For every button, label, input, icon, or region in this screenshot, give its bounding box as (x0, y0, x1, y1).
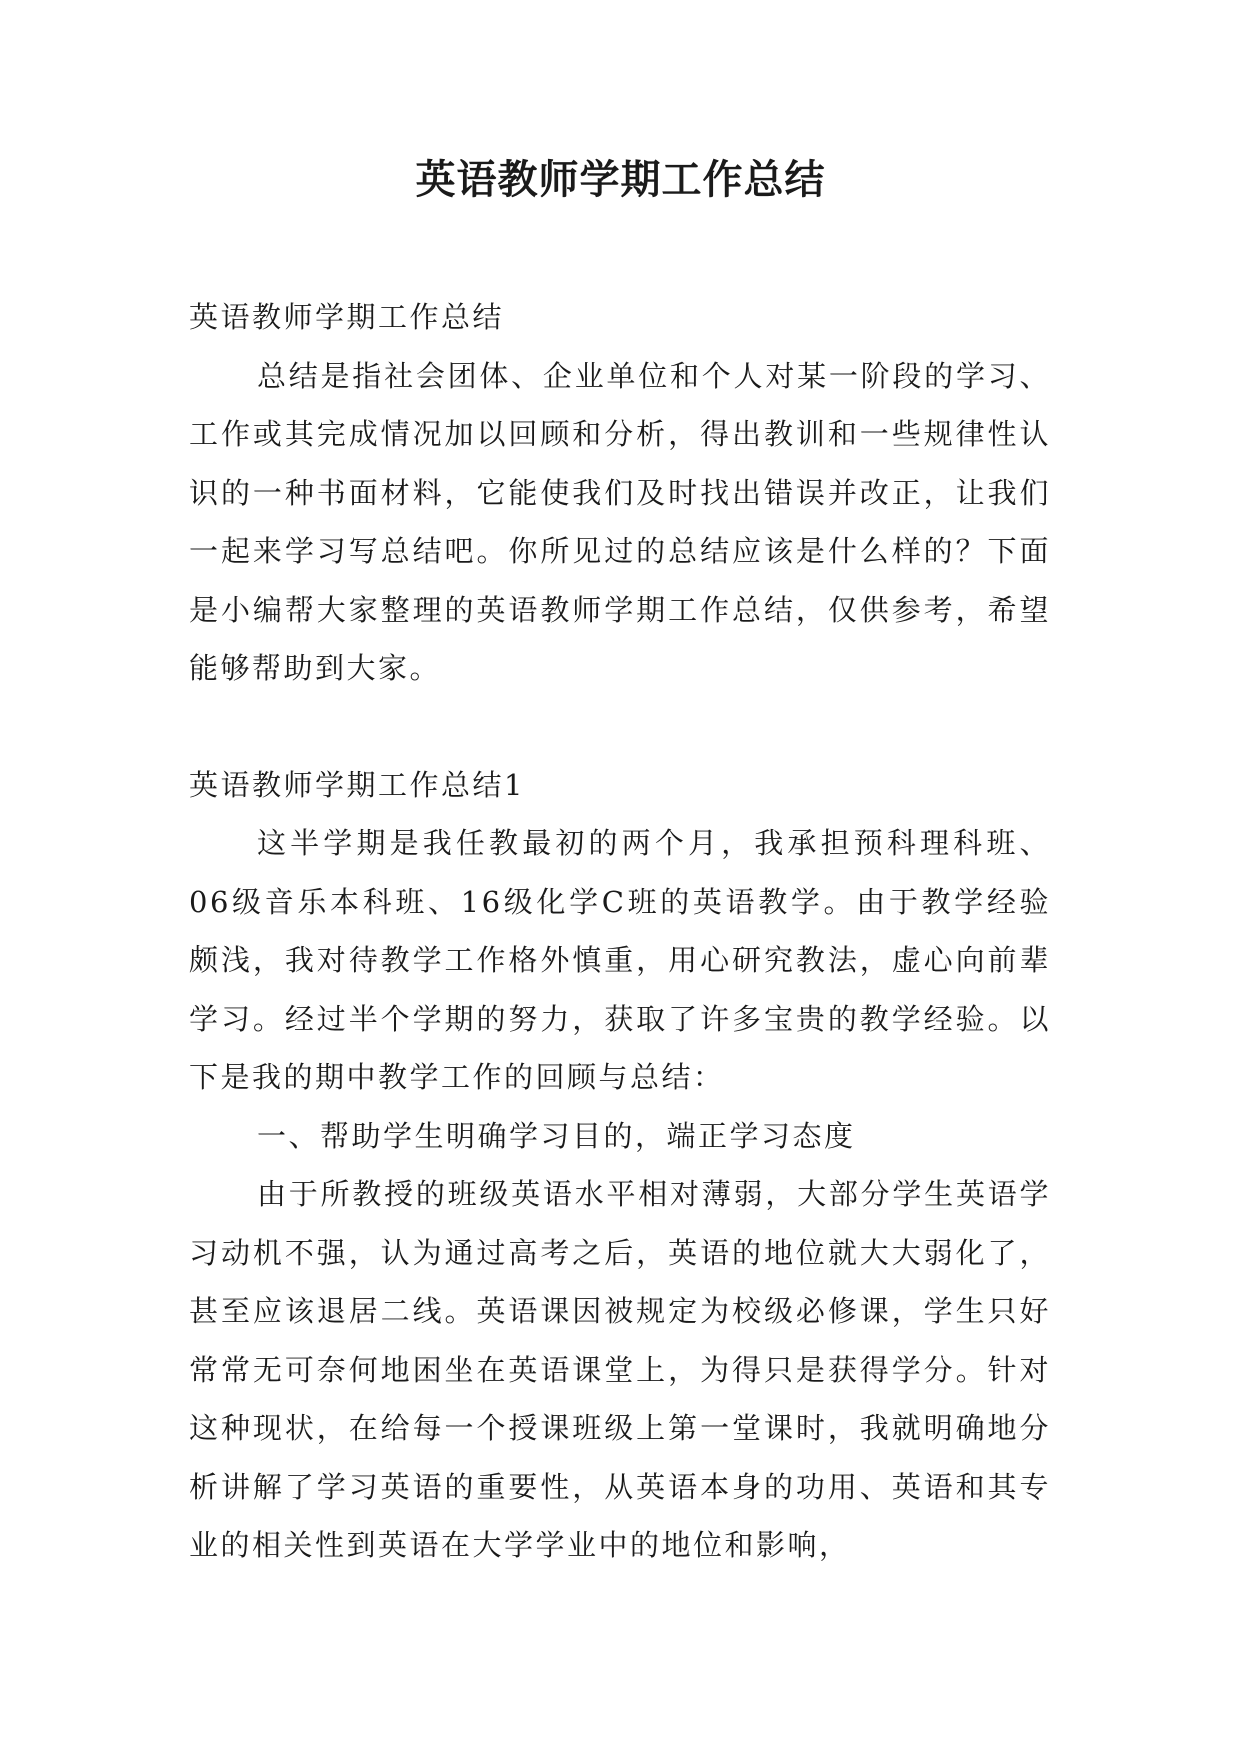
intro-paragraph: 总结是指社会团体、企业单位和个人对某一阶段的学习、工作或其完成情况加以回顾和分析，得出教训和一些规律性认识的一种书面材料，它能使我们及时找出错误并改正，让我们一起来学习写总结吧。你所见过的总结应该是什么样的？下面是小编帮大家整理的英语教师学期工作总结，仅供参考，希望能够帮助到大家。 (189, 358, 1051, 685)
document-body (189, 288, 1051, 1575)
body-paragraph: 这半学期是我任教最初的两个月，我承担预科理科班、06级音乐本科班、16级化学C班的英语教学。由于教学经验颇浅，我对待教学工作格外慎重，用心研究教法，虚心向前辈学习。经过半个学期的努力，获取了许多宝贵的教学经验。以下是我的期中教学工作的回顾与总结： (189, 826, 1051, 1094)
section-heading: 英语教师学期工作总结1 (189, 767, 525, 802)
document-title: 英语教师学期工作总结 (415, 156, 826, 203)
body-paragraph: 由于所教授的班级英语水平相对薄弱，大部分学生英语学习动机不强，认为通过高考之后，英语的地位就大大弱化了，甚至应该退居二线。英语课因被规定为校级必修课，学生只好常常无可奈何地困坐在英语课堂上，为得只是获得学分。针对这种现状，在给每一个授课班级上第一堂课时，我就明确地分析讲解了学习英语的重要性，从英语本身的功用、英语和其专业的相关性到英语在大学学业中的地位和影响， (189, 1177, 1051, 1562)
subsection-heading: 一、帮助学生明确学习目的，端正学习态度 (257, 1118, 856, 1153)
paragraph-gap (189, 698, 1051, 756)
intro-heading: 英语教师学期工作总结 (189, 300, 505, 334)
